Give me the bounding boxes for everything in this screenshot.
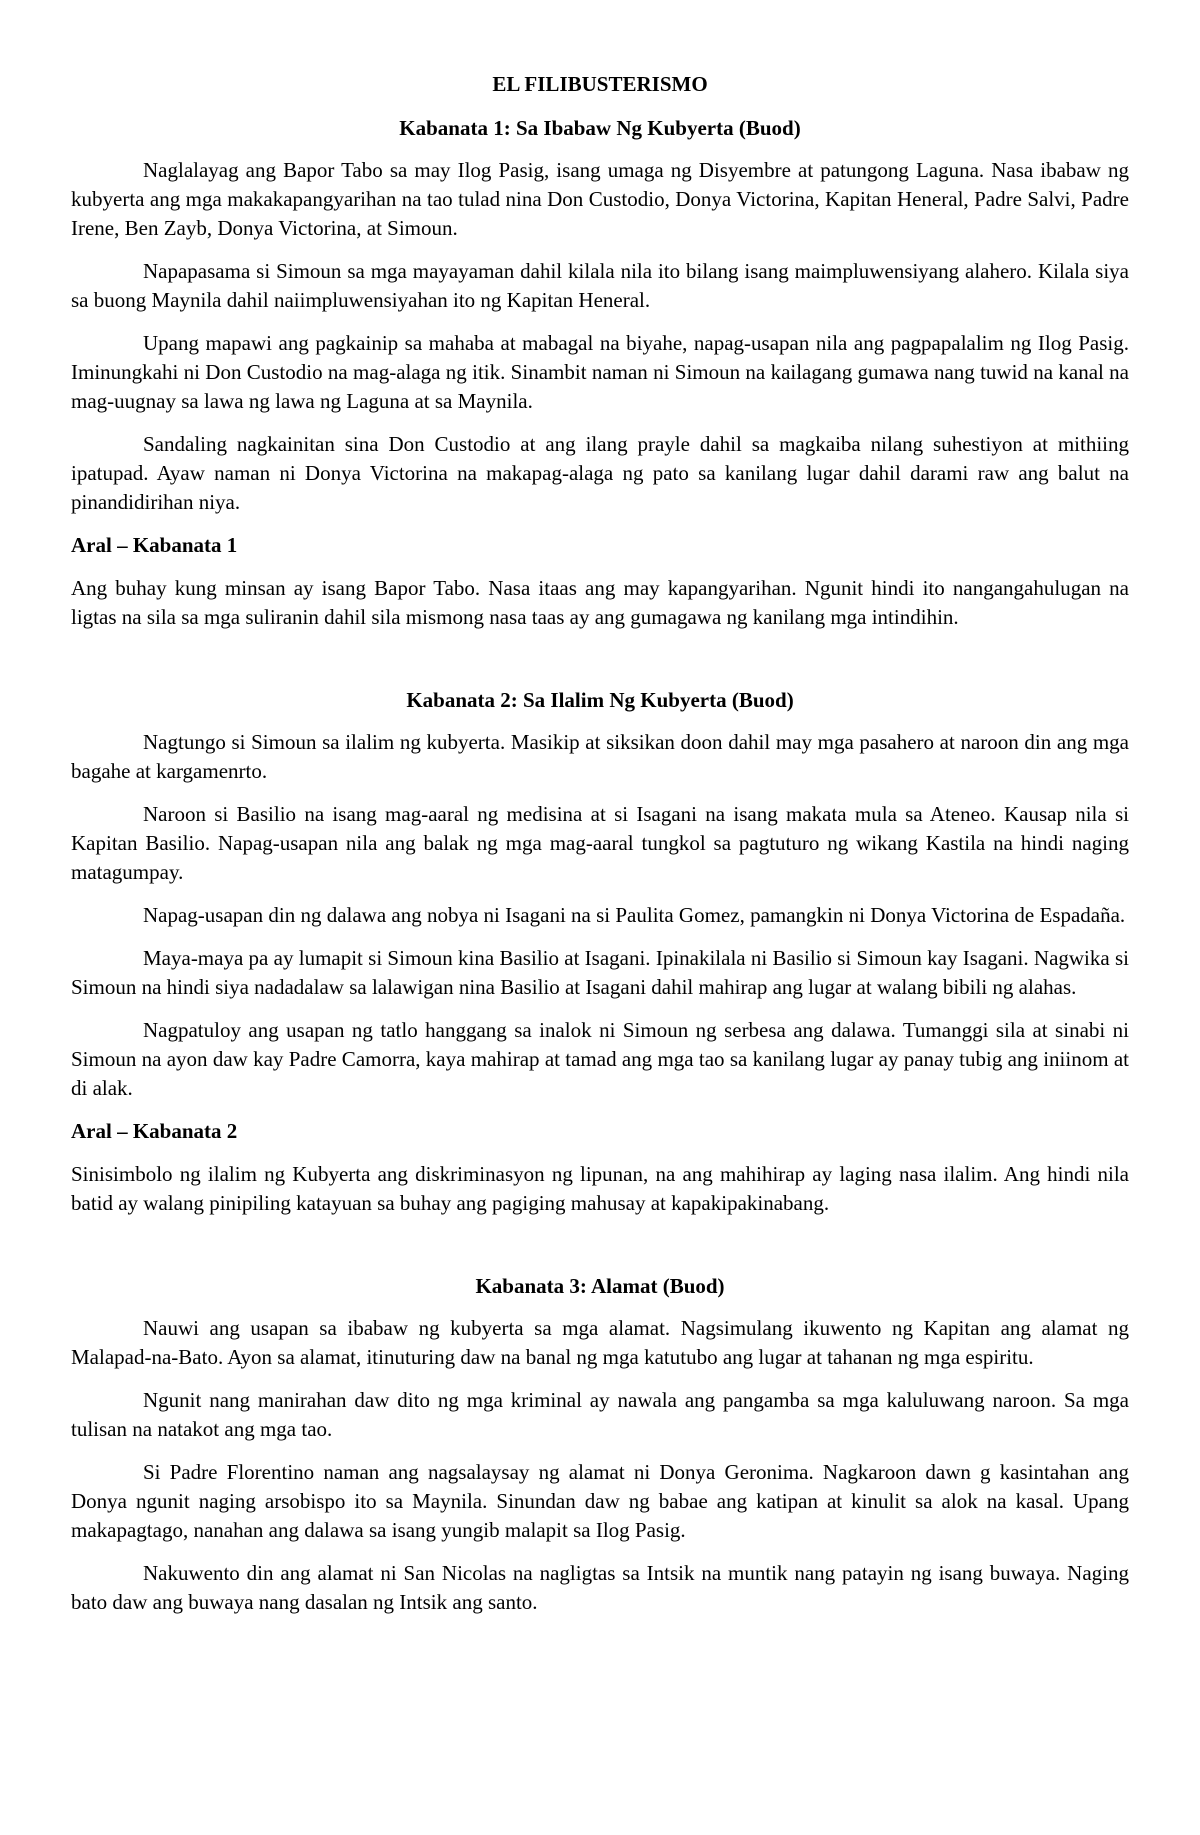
paragraph: Nagpatuloy ang usapan ng tatlo hanggang sa inalok ni Simoun ng serbesa ang dalawa. Tumanggi sila at sinabi ni Simoun na ayon daw kay Padre Camorra, kaya mahirap at tamad ang mga tao sa kanilang lugar ay panay tubig ang iniinom at di alak.: [71, 1018, 1129, 1100]
paragraph: Maya-maya pa ay lumapit si Simoun kina Basilio at Isagani. Ipinakilala ni Basilio si Simoun kay Isagani. Nagwika si Simoun na hindi siya nadadalaw sa lalawigan nina Basilio at Isagani dahil mahirap ang lugar at walang bibili ng alahas.: [71, 946, 1129, 999]
chapter-title: Kabanata 1: Sa Ibabaw Ng Kubyerta (Buod): [399, 116, 801, 140]
chapter-1: [71, 114, 1129, 632]
paragraph: Si Padre Florentino naman ang nagsalaysay ng alamat ni Donya Geronima. Nagkaroon dawn g kasintahan ang Donya ngunit naging arsobispo ito sa Maynila. Sinundan daw ng babae ang katipan at kinulit sa alok na kasal. Upang makapagtago, nanahan ang dalawa sa isang yungib malapit sa Ilog Pasig.: [71, 1460, 1129, 1542]
aral-heading: Aral – Kabanata 2: [71, 1119, 238, 1143]
section-spacer: [71, 1232, 1129, 1272]
paragraph: Naroon si Basilio na isang mag-aaral ng medisina at si Isagani na isang makata mula sa Ateneo. Kausap nila si Kapitan Basilio. Napag-usapan nila ang balak ng mga mag-aaral tungkol sa pagtuturo ng wikang Kastila na hindi naging matagumpay.: [71, 802, 1129, 884]
chapter-title: Kabanata 2: Sa Ilalim Ng Kubyerta (Buod): [406, 688, 794, 712]
chapter-3: [71, 1272, 1129, 1617]
aral-text: Ang buhay kung minsan ay isang Bapor Tabo. Nasa itaas ang may kapangyarihan. Ngunit hindi ito nangangahulugan na ligtas na sila sa mga suliranin dahil sila mismong nasa taas ay ang gumagawa ng kanilang mga intindihin.: [71, 576, 1129, 629]
paragraph: Napag-usapan din ng dalawa ang nobya ni Isagani na si Paulita Gomez, pamangkin ni Donya Victorina de Espadaña.: [143, 903, 1126, 927]
document-title: EL FILIBUSTERISMO: [492, 72, 708, 96]
document-body: [71, 70, 1129, 1631]
paragraph: Nakuwento din ang alamat ni San Nicolas na nagligtas sa Intsik na muntik nang patayin ng isang buwaya. Naging bato daw ang buwaya nang dasalan ng Intsik ang santo.: [71, 1561, 1129, 1614]
paragraph: Ngunit nang manirahan daw dito ng mga kriminal ay nawala ang pangamba sa mga kaluluwang naroon. Sa mga tulisan na natakot ang mga tao.: [71, 1388, 1129, 1441]
section-spacer: [71, 646, 1129, 686]
paragraph: Upang mapawi ang pagkainip sa mahaba at mabagal na biyahe, napag-usapan nila ang pagpapalalim ng Ilog Pasig. Iminungkahi ni Don Custodio na mag-alaga ng itik. Sinambit naman ni Simoun na kailagang gumawa nang tuwid na kanal na mag-uugnay sa lawa ng lawa ng Laguna at sa Maynila.: [71, 331, 1129, 413]
chapter-title: Kabanata 3: Alamat (Buod): [475, 1274, 725, 1298]
aral-heading: Aral – Kabanata 1: [71, 533, 238, 557]
paragraph: Nauwi ang usapan sa ibabaw ng kubyerta sa mga alamat. Nagsimulang ikuwento ng Kapitan ang alamat ng Malapad-na-Bato. Ayon sa alamat, itinuturing daw na banal ng mga katutubo ang lugar at tahanan ng mga espiritu.: [71, 1316, 1129, 1369]
paragraph: Nagtungo si Simoun sa ilalim ng kubyerta. Masikip at siksikan doon dahil may mga pasahero at naroon din ang mga bagahe at kargamenrto.: [71, 730, 1129, 783]
aral-text: Sinisimbolo ng ilalim ng Kubyerta ang diskriminasyon ng lipunan, na ang mahihirap ay laging nasa ilalim. Ang hindi nila batid ay walang pinipiling katayuan sa buhay ang pagiging mahusay at kapakipakinabang.: [71, 1162, 1129, 1215]
paragraph: Sandaling nagkainitan sina Don Custodio at ang ilang prayle dahil sa magkaiba nilang suhestiyon at mithiing ipatupad. Ayaw naman ni Donya Victorina na makapag-alaga ng pato sa kanilang lugar dahil darami raw ang balut na pinandidirihan niya.: [71, 432, 1129, 514]
paragraph: Napapasama si Simoun sa mga mayayaman dahil kilala nila ito bilang isang maimpluwensiyang alahero. Kilala siya sa buong Maynila dahil naiimpluwensiyahan ito ng Kapitan Heneral.: [71, 259, 1129, 312]
paragraph: Naglalayag ang Bapor Tabo sa may Ilog Pasig, isang umaga ng Disyembre at patungong Laguna. Nasa ibabaw ng kubyerta ang mga makakapangyarihan na tao tulad nina Don Custodio, Donya Victorina, Kapitan Heneral, Padre Salvi, Padre Irene, Ben Zayb, Donya Victorina, at Simoun.: [71, 158, 1129, 240]
chapter-2: [71, 686, 1129, 1218]
